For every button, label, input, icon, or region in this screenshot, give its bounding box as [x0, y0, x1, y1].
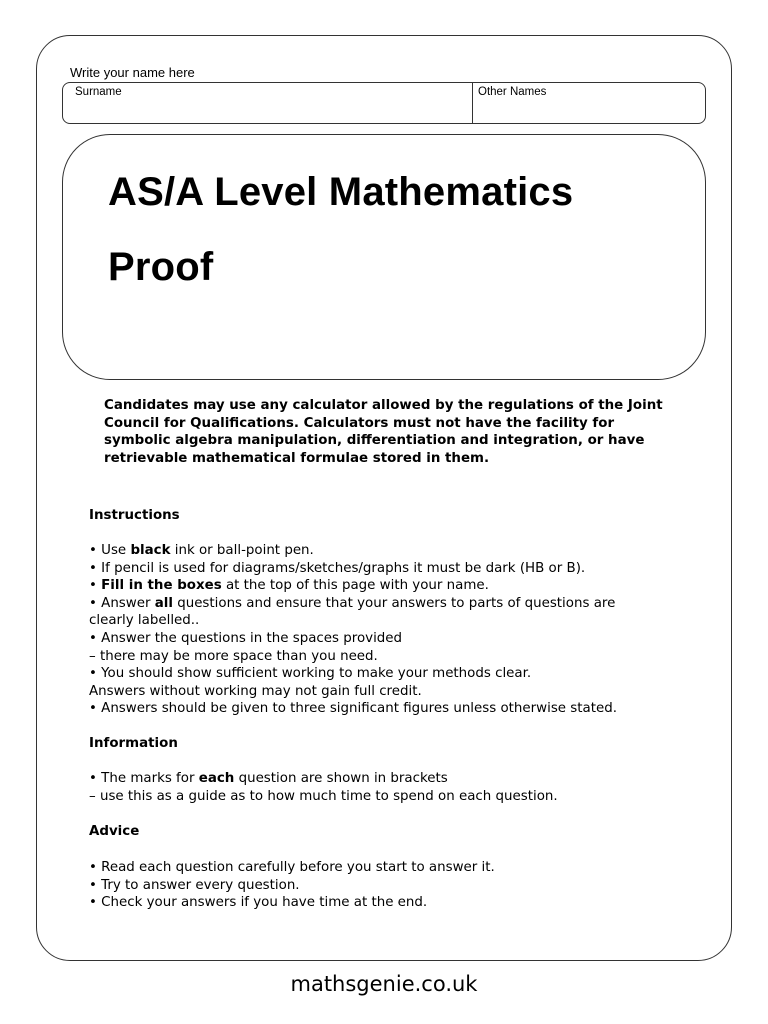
instructions-line	[89, 666, 531, 681]
instructions-line-pre: – there may be more space than you need.	[89, 648, 378, 664]
instructions-line	[89, 684, 422, 699]
advice-line-pre: • Read each question carefully before you start to answer it.	[89, 860, 495, 875]
instructions-line	[89, 578, 489, 593]
instructions-line	[89, 701, 617, 716]
instructions-line-pre: • If pencil is used for diagrams/sketches/graphs it must be dark (HB or B).	[89, 560, 586, 576]
advice-line	[89, 895, 427, 910]
instructions-line-bold: black	[130, 543, 171, 558]
instructions-line-post: at the top of this page with your name.	[221, 578, 489, 594]
surname-field[interactable]: Surname	[75, 86, 122, 98]
name-box-divider	[472, 83, 473, 123]
name-box	[62, 82, 706, 124]
instructions-line-bold: all	[154, 595, 173, 611]
instructions-line-pre: • Answers should be given to three significant figures unless otherwise stated.	[89, 701, 617, 717]
footer-site: mathsgenie.co.uk	[290, 972, 478, 996]
instructions-line	[89, 649, 378, 664]
information-line-post: question are shown in brackets	[234, 771, 448, 786]
calculator-note: Candidates may use any calculator allowed by the regulations of the Joint Council for Qualifications. Calculators must not have the facility for symbolic algebra manipulation, differentiation and integration, or have retrievable mathematical formulae stored in them.	[104, 398, 663, 466]
instructions-line-post: ink or ball-point pen.	[170, 543, 314, 558]
other-names-field[interactable]: Other Names	[478, 86, 547, 98]
advice-line-pre: • Check your answers if you have time at the end.	[89, 895, 428, 911]
instructions-line-pre: • Answer	[89, 595, 155, 611]
information-heading: Information	[89, 736, 178, 751]
instructions-line-bold: Fill in the boxes	[101, 578, 222, 594]
title-topic: Proof	[108, 245, 214, 289]
advice-line	[89, 878, 300, 893]
instructions-line	[89, 561, 585, 576]
instructions-line	[89, 613, 199, 628]
instructions-line-pre: •	[89, 578, 102, 594]
instructions-line	[89, 543, 314, 558]
advice-line-pre: • Try to answer every question.	[89, 877, 300, 893]
information-line-pre: – use this as a guide as to how much time to spend on each question.	[89, 788, 558, 804]
instructions-line-pre: clearly labelled..	[89, 613, 200, 629]
information-line	[89, 771, 448, 786]
information-line-pre: • The marks for	[89, 771, 199, 786]
instructions-line-pre: Answers without working may not gain full credit.	[89, 683, 422, 699]
title-main: AS/A Level Mathematics	[108, 170, 574, 214]
advice-heading: Advice	[89, 824, 140, 839]
name-prompt: Write your name here	[70, 65, 195, 80]
instructions-line-pre: • Answer the questions in the spaces provided	[89, 631, 403, 646]
instructions-line-post: questions and ensure that your answers to parts of questions are	[172, 595, 616, 611]
instructions-heading: Instructions	[89, 508, 180, 523]
instructions-line-pre: • You should show sufficient working to make your methods clear.	[89, 666, 532, 682]
instructions-line-pre: • Use	[89, 543, 131, 558]
advice-line	[89, 860, 495, 875]
instructions-line	[89, 596, 615, 611]
information-line-bold: each	[198, 771, 235, 786]
information-line	[89, 789, 558, 804]
instructions-line	[89, 631, 402, 646]
